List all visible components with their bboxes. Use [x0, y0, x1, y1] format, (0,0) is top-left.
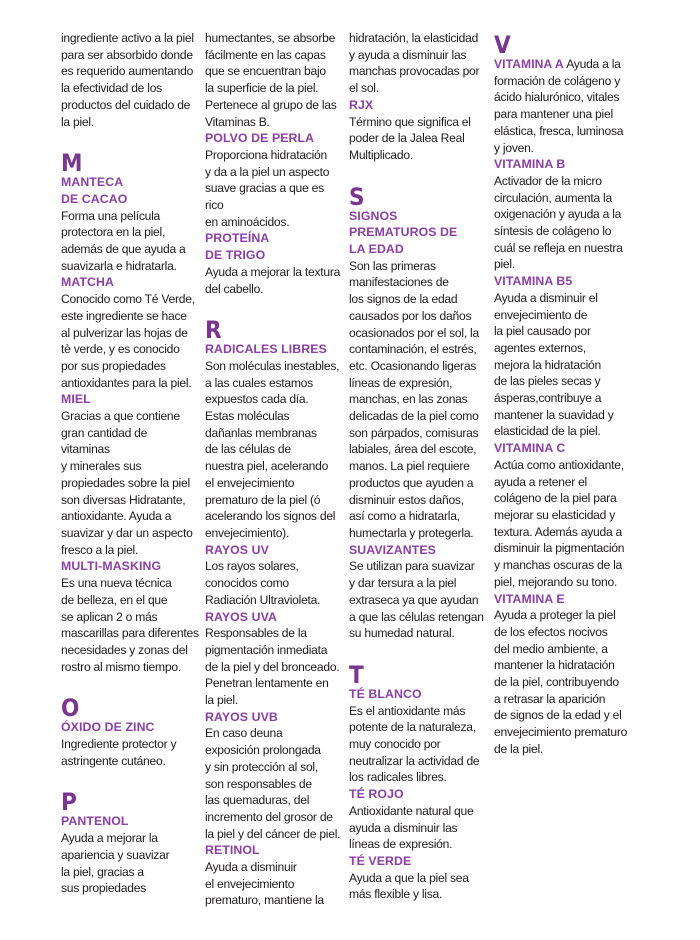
term-rayos-uva: RAYOS UVA	[205, 609, 277, 624]
definition-te-verde: Ayuda a que la piel sea más flexible y lisa.	[349, 870, 469, 902]
definition-vitamina-e: Ayuda a proteger la piel de los efectos nocivos del medio ambiente, a mantener la hidratación de la piel, contribuyendo a retrasar la aparición de signos de la edad y el envejecimiento prematuro de la piel.	[494, 608, 628, 756]
term-oxido-de-zinc: ÓXIDO DE ZINC	[61, 720, 155, 735]
term-radicales-libres: RADICALES LIBRES	[205, 342, 327, 357]
term-multi-masking: MULTI-MASKING	[61, 559, 162, 574]
term-te-blanco: TÉ BLANCO	[349, 686, 422, 701]
column-1	[61, 30, 199, 897]
definition-oxido-de-zinc: Ingrediente protector y astringente cutáneo.	[61, 737, 177, 768]
term-suavizantes: SUAVIZANTES	[349, 542, 436, 557]
term-miel: MIEL	[61, 392, 91, 407]
column-3	[349, 30, 487, 903]
term-pantenol: PANTENOL	[61, 814, 129, 829]
definition-multi-masking: Es una nueva técnica de belleza, en el que se aplican 2 o más mascarillas para diferentes necesidades y zonas del rostro al mismo tiempo.	[61, 576, 199, 674]
column-4	[494, 30, 632, 758]
column-2	[205, 30, 343, 909]
section-letter-m: M	[61, 149, 83, 178]
term-rjx: RJX	[349, 97, 374, 112]
definition-radicales-libres: Son moléculas inestables, a las cuales estamos expuestos cada día. Estas moléculas dañanlas membranas de las células de nuestra piel, acelerando el envejecimiento prematuro de la piel (ó acelerando los signos del envejecimiento).	[205, 358, 340, 540]
term-vitamina-b5: VITAMINA B5	[494, 274, 573, 289]
definition-rayos-uv: Los rayos solares, conocidos como Radiación Ultravioleta.	[205, 559, 321, 607]
continued-text: ingrediente activo a la piel para ser absorbido donde es requerido aumentando la efectividad de los productos del cuidado de la piel.	[61, 31, 194, 129]
definition-vitamina-a-start: Ayuda a la	[563, 57, 621, 71]
definition-signos-prematuros: Son las primeras manifestaciones de los signos de la edad causados por los daños ocasionados por el sol, la contaminación, el estrés, etc. Ocasionando ligeras líneas de expresión, manchas, en las zonas delicadas de la piel como son párpados, comisuras labiales, área del escote, manos. La piel requiere productos que ayuden a disminuir estos daños, así como a hidratarla, humectarla y protegerla.	[349, 258, 479, 540]
term-signos-prematuros: SIGNOS PREMATUROS DE LA EDAD	[349, 208, 458, 257]
section-letter-p: P	[61, 788, 77, 817]
term-rayos-uvb: RAYOS UVB	[205, 709, 278, 724]
term-polvo-de-perla: POLVO DE PERLA	[205, 131, 315, 146]
definition-proteina-de-trigo: Ayuda a mejorar la textura del cabello.	[205, 264, 341, 296]
term-te-verde: TÉ VERDE	[349, 853, 412, 868]
term-vitamina-c: VITAMINA C	[494, 441, 566, 456]
definition-vitamina-b: Activador de la micro circulación, aumenta la oxigenación y ayuda a la síntesis de colágeno lo cuál se refleja en nuestra piel.	[494, 173, 623, 272]
section-letter-v: V	[494, 31, 511, 59]
term-matcha: MATCHA	[61, 275, 114, 290]
section-letter-o: O	[61, 694, 80, 723]
definition-te-rojo: Antioxidante natural que ayuda a disminuir las líneas de expresión.	[349, 803, 474, 852]
definition-rayos-uva: Responsables de la pigmentación inmediata de la piel y del bronceado. Penetran lentamente en la piel.	[205, 626, 340, 708]
term-te-rojo: TÉ ROJO	[349, 787, 404, 802]
term-vitamina-e: VITAMINA E	[494, 591, 565, 606]
entry-vitamina-a-first-line	[494, 56, 632, 73]
definition-polvo-de-perla: Proporciona hidratación y da a la piel un aspecto suave gracias a que es rico en aminoácidos.	[205, 147, 330, 229]
definition-vitamina-a: formación de colágeno y ácido hialurónico, vitales para mantener una piel elástica, fresca, luminosa y joven.	[494, 73, 624, 155]
term-manteca-de-cacao: MANTECA DE CACAO	[61, 175, 128, 206]
term-retinol: RETINOL	[205, 843, 260, 858]
definition-suavizantes: Se utilizan para suavizar y dar tersura a la piel extraseca ya que ayudan a que las células retengan su humedad natural.	[349, 559, 484, 641]
definition-rayos-uvb: En caso deuna exposición prolongada y sin protección al sol, son responsables de las quemaduras, del incremento del grosor de la piel y del cáncer de piel.	[205, 726, 341, 841]
term-vitamina-a: VITAMINA A	[494, 57, 564, 71]
continued-text: humectantes, se absorbe fácilmente en las capas que se encuentran bajo la superficie de la piel. Pertenece al grupo de las Vitaminas B.	[205, 31, 337, 129]
section-letter-r: R	[205, 316, 222, 345]
definition-rjx: Término que significa el poder de la Jalea Real Multiplicado.	[349, 114, 471, 162]
term-proteina-de-trigo: PROTEÍNA DE TRIGO	[205, 231, 270, 263]
definition-manteca-de-cacao: Forma una película protectora en la piel, además de que ayuda a suavizarla e hidratarla.	[61, 208, 186, 273]
definition-miel: Gracias a que contiene gran cantidad de vitaminas y minerales sus propiedades sobre la piel son diversas Hidratante, antioxidante. Ayuda a suavizar y dar un aspecto fresco a la piel.	[61, 409, 193, 557]
term-vitamina-b: VITAMINA B	[494, 157, 566, 172]
continued-text: hidratación, la elasticidad y ayuda a disminuir las manchas provocadas por el sol.	[349, 31, 480, 96]
definition-retinol: Ayuda a disminuir el envejecimiento prematuro, mantiene la	[205, 860, 324, 908]
section-letter-s: S	[349, 182, 365, 211]
definition-te-blanco: Es el antioxidante más potente de la naturaleza, muy conocido por neutralizar la actividad de los radicales libres.	[349, 703, 480, 785]
definition-pantenol: Ayuda a mejorar la apariencia y suavizar la piel, gracias a sus propiedades	[61, 831, 170, 896]
section-letter-t: T	[349, 660, 364, 689]
definition-vitamina-c: Actúa como antioxidante, ayuda a retener el colágeno de la piel para mejorar su elasticidad y textura. Además ayuda a disminuir la pigmentación y manchas oscuras de la piel, mejorando su tono.	[494, 457, 625, 589]
definition-matcha: Conocido como Té Verde, este ingrediente se hace al pulverizar las hojas de tè verde, y es conocido por sus propiedades antioxidantes para la piel.	[61, 292, 195, 390]
definition-vitamina-b5: Ayuda a disminuir el envejecimiento de la piel causado por agentes externos, mejora la hidratación de las pieles secas y ásperas,contribuye a mantener la suavidad y elasticidad de la piel.	[494, 290, 614, 439]
term-rayos-uv: RAYOS UV	[205, 542, 269, 557]
